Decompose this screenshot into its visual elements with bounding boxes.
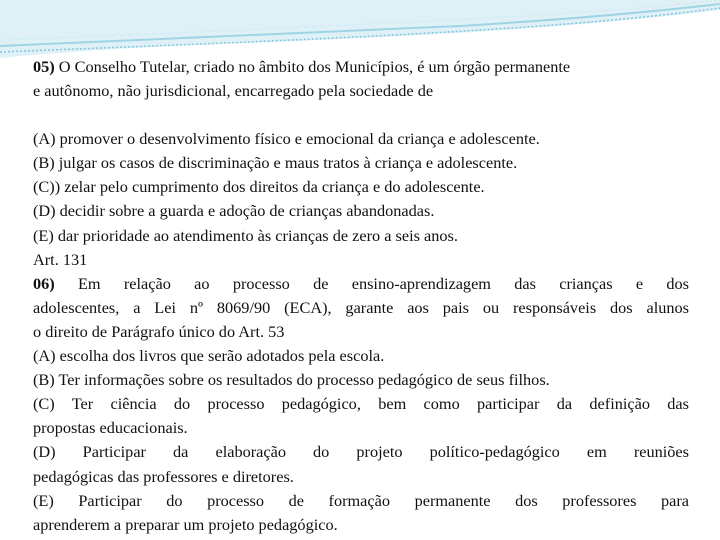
q06-number: 06): [33, 273, 55, 293]
q05-option-c: (C)) zelar pelo cumprimento dos direitos da criança e do adolescente.: [33, 177, 485, 197]
q05-option-d: (D) decidir sobre a guarda e adoção de crianças abandonadas.: [33, 201, 435, 221]
q05-option-b: (B) julgar os casos de discriminação e maus tratos à criança e adolescente.: [33, 153, 518, 173]
q06-option-e-line2: aprenderem a preparar um projeto pedagógico.: [33, 514, 338, 534]
q05-reference: Art. 131: [33, 249, 88, 269]
q05-stem-line1: 05) O Conselho Tutelar, criado no âmbito dos Municípios, é um órgão permanente: [33, 57, 571, 76]
q06-option-d-line2: pedagógicas das professores e diretores.: [33, 466, 294, 486]
question-text: [33, 55, 689, 537]
q05-option-e: (E) dar prioridade ao atendimento às crianças de zero a seis anos.: [33, 225, 458, 245]
wave-decoration: [0, 0, 720, 60]
q06-option-c-line2: propostas educacionais.: [33, 418, 188, 438]
spacer: [33, 103, 689, 127]
q06-stem-line1: 06) Em relação ao processo de ensino-aprendizagem das crianças e dos: [33, 273, 689, 293]
q05-stem-line2: e autônomo, não jurisdicional, encarregado pela sociedade de: [33, 81, 434, 101]
q06-option-c-line1: (C) Ter ciência do processo pedagógico, bem como participar da definição das: [33, 394, 689, 414]
q06-option-b: (B) Ter informações sobre os resultados do processo pedagógico de seus filhos.: [33, 370, 550, 390]
q05-number: 05): [33, 57, 55, 76]
q06-option-d-line1: (D) Participar da elaboração do projeto político-pedagógico em reuniões: [33, 442, 689, 462]
q06-option-a: (A) escolha dos livros que serão adotados pela escola.: [33, 346, 385, 366]
q06-stem-line3: o direito de Parágrafo único do Art. 53: [33, 321, 285, 341]
q06-option-e-line1: (E) Participar do processo de formação permanente dos professores para: [33, 490, 689, 510]
q06-stem-line2: adolescentes, a Lei nº 8069/90 (ECA), garante aos pais ou responsáveis dos alunos: [33, 297, 689, 317]
q05-option-a: (A) promover o desenvolvimento físico e emocional da criança e adolescente.: [33, 129, 540, 149]
wave-band-light: [0, 0, 720, 58]
